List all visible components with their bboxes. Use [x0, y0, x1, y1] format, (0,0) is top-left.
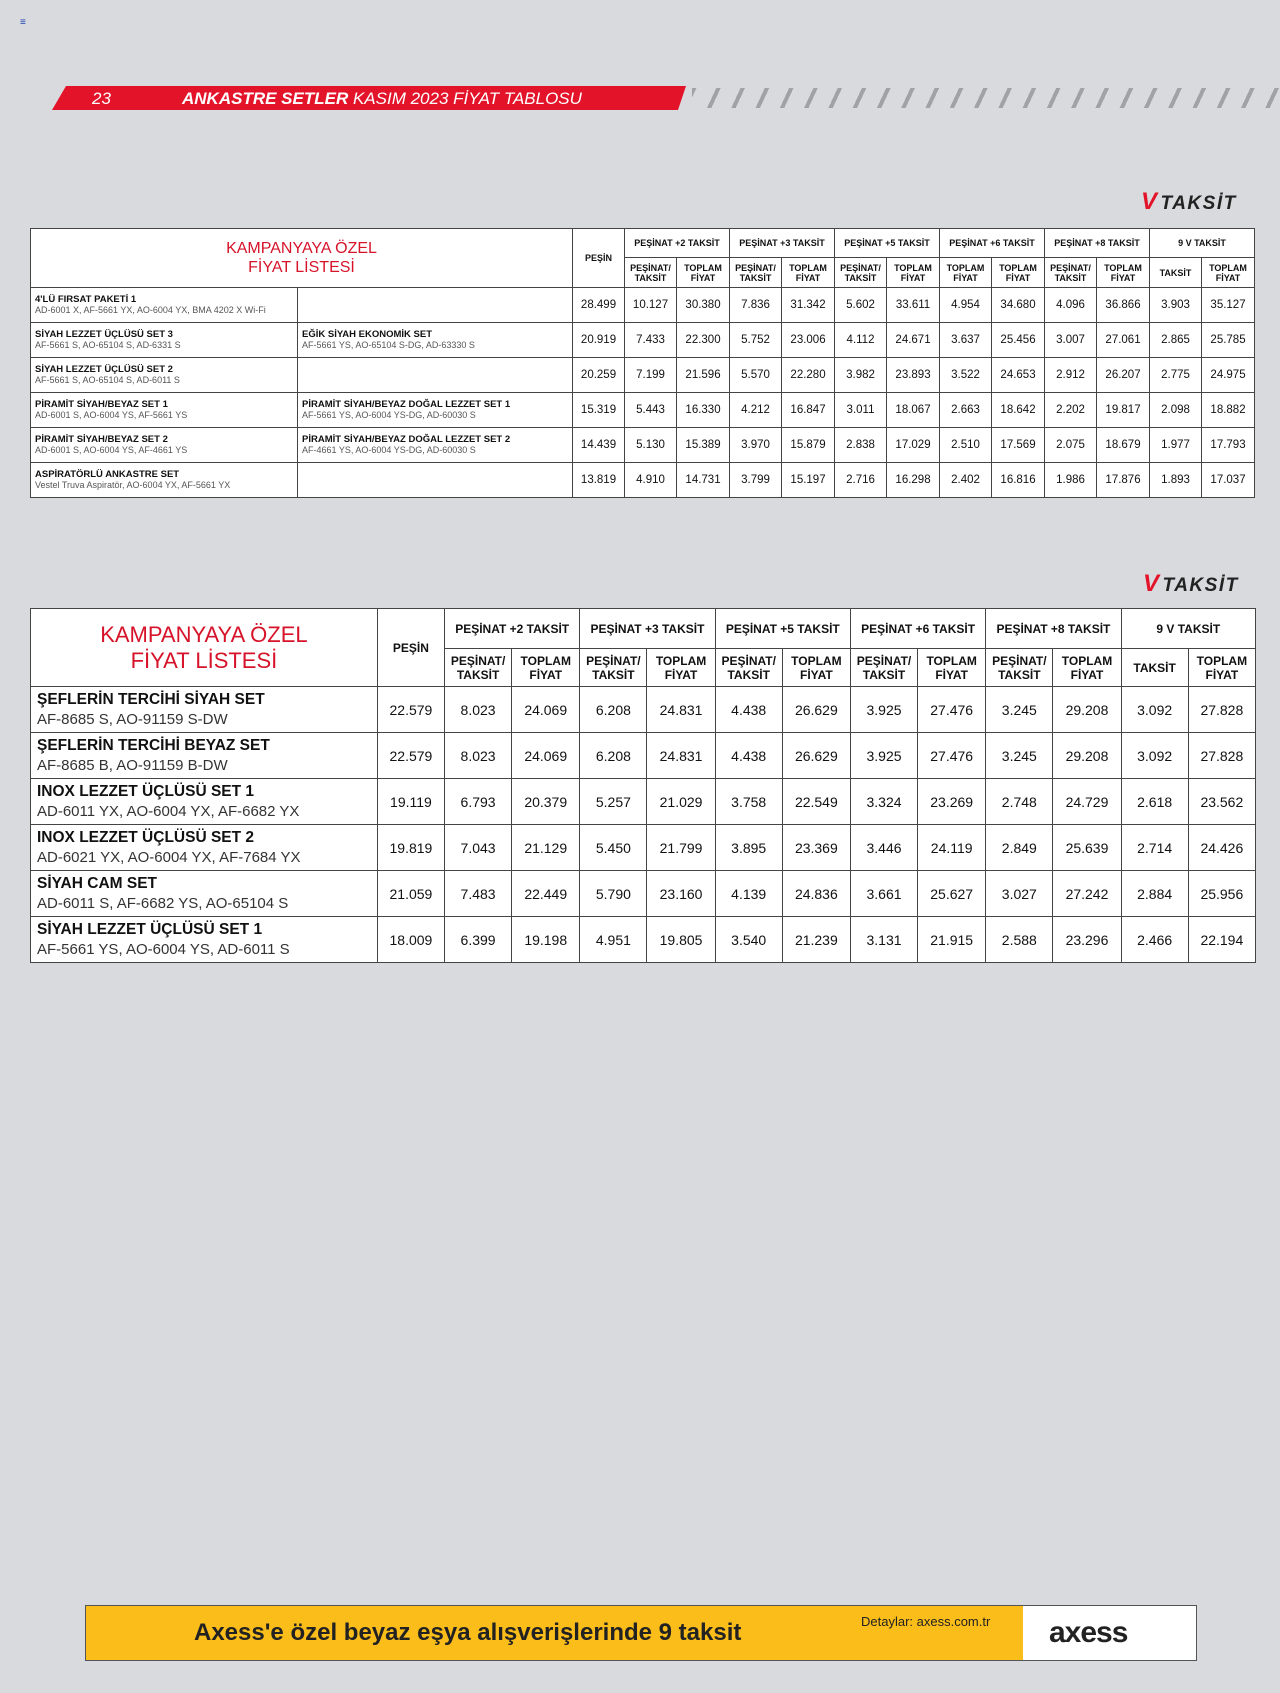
- price-cell: 28.499: [573, 288, 625, 323]
- price-cell: 21.239: [782, 917, 850, 963]
- sub-header: PEŞİNAT/ TAKSİT: [1045, 258, 1097, 288]
- price-cell: 24.069: [512, 687, 580, 733]
- price-cell: 29.208: [1053, 687, 1121, 733]
- promo-details-link[interactable]: Detaylar: axess.com.tr: [861, 1614, 991, 1629]
- price-cell: 2.202: [1045, 393, 1097, 428]
- table-row: [31, 825, 1256, 871]
- product-cell: [31, 687, 378, 733]
- price-cell: 15.879: [782, 428, 835, 463]
- price-cell: 2.663: [940, 393, 992, 428]
- price-cell: 24.069: [512, 733, 580, 779]
- price-cell: 15.319: [573, 393, 625, 428]
- product-models: AF-8685 B, AO-91159 B-DW: [37, 756, 228, 774]
- price-cell: 23.160: [647, 871, 715, 917]
- price-cell: 6.208: [580, 733, 647, 779]
- sub-header: PEŞİNAT/ TAKSİT: [986, 649, 1053, 687]
- price-cell: 31.342: [782, 288, 835, 323]
- price-cell: 3.446: [850, 825, 917, 871]
- product-cell: [31, 733, 378, 779]
- sub-header: PEŞİNAT/ TAKSİT: [850, 649, 917, 687]
- price-cell: 4.139: [715, 871, 782, 917]
- sub-header: PEŞİNAT/ TAKSİT: [715, 649, 782, 687]
- price-cell: 23.562: [1188, 779, 1255, 825]
- sub-header: TOPLAM FİYAT: [992, 258, 1045, 288]
- price-cell: 18.009: [377, 917, 444, 963]
- page-title: [182, 89, 582, 109]
- corner-menu-icon: ≡: [20, 17, 26, 28]
- product-models: AF-5661 YS, AO-6004 YS, AD-6011 S: [37, 940, 290, 958]
- price-cell: 27.061: [1097, 323, 1150, 358]
- price-cell: 3.661: [850, 871, 917, 917]
- sub-header: TAKSİT: [1121, 649, 1188, 687]
- product-cell: [31, 871, 378, 917]
- table-row: [31, 917, 1256, 963]
- header-banner: [52, 86, 1232, 110]
- price-cell: 24.831: [647, 733, 715, 779]
- price-cell: 3.925: [850, 687, 917, 733]
- price-cell: 5.443: [625, 393, 677, 428]
- price-cell: 2.510: [940, 428, 992, 463]
- product-models: AD-6001 X, AF-5661 YX, AO-6004 YX, BMA 4202 X Wi-Fi: [35, 305, 266, 315]
- price-cell: 26.629: [782, 687, 850, 733]
- price-cell: 24.671: [887, 323, 940, 358]
- price-cell: 3.245: [986, 687, 1053, 733]
- sub-header: PEŞİNAT/ TAKSİT: [835, 258, 887, 288]
- price-cell: 17.569: [992, 428, 1045, 463]
- table-row: [31, 733, 1256, 779]
- price-cell: 2.912: [1045, 358, 1097, 393]
- price-cell: 4.951: [580, 917, 647, 963]
- sub-header: TOPLAM FİYAT: [1188, 649, 1255, 687]
- price-cell: 21.915: [918, 917, 986, 963]
- table-row: [31, 687, 1256, 733]
- price-cell: 3.982: [835, 358, 887, 393]
- price-cell: 24.729: [1053, 779, 1121, 825]
- alt-product-name: EĞİK SİYAH EKONOMİK SET: [302, 329, 433, 340]
- price-cell: 26.207: [1097, 358, 1150, 393]
- alt-product-cell: [298, 463, 573, 498]
- price-cell: 2.775: [1150, 358, 1202, 393]
- product-name: INOX LEZZET ÜÇLÜSÜ SET 1: [37, 782, 255, 800]
- sub-header: TOPLAM FİYAT: [918, 649, 986, 687]
- price-cell: 6.208: [580, 687, 647, 733]
- price-cell: 7.199: [625, 358, 677, 393]
- price-cell: 25.956: [1188, 871, 1255, 917]
- price-cell: 7.043: [445, 825, 512, 871]
- price-cell: 18.642: [992, 393, 1045, 428]
- price-cell: 25.456: [992, 323, 1045, 358]
- price-cell: 24.831: [647, 687, 715, 733]
- sub-header: TOPLAM FİYAT: [1097, 258, 1150, 288]
- price-cell: 1.977: [1150, 428, 1202, 463]
- group-header: PEŞİNAT +5 TAKSİT: [715, 609, 850, 649]
- price-cell: 2.714: [1121, 825, 1188, 871]
- sub-header: PEŞİNAT/ TAKSİT: [445, 649, 512, 687]
- price-cell: 2.588: [986, 917, 1053, 963]
- price-cell: 35.127: [1202, 288, 1255, 323]
- sub-header: TOPLAM FİYAT: [940, 258, 992, 288]
- price-cell: 3.799: [730, 463, 782, 498]
- price-cell: 3.245: [986, 733, 1053, 779]
- price-cell: 18.679: [1097, 428, 1150, 463]
- price-cell: 1.893: [1150, 463, 1202, 498]
- product-name: SİYAH LEZZET ÜÇLÜSÜ SET 3: [35, 329, 173, 340]
- product-name: 4'LÜ FIRSAT PAKETİ 1: [35, 294, 137, 305]
- price-cell: 4.954: [940, 288, 992, 323]
- price-cell: 5.450: [580, 825, 647, 871]
- price-cell: 3.895: [715, 825, 782, 871]
- group-header: PEŞİNAT +3 TAKSİT: [580, 609, 715, 649]
- price-cell: 18.882: [1202, 393, 1255, 428]
- group-header: PEŞİNAT +3 TAKSİT: [730, 229, 835, 258]
- sub-header: TAKSİT: [1150, 258, 1202, 288]
- price-cell: 21.596: [677, 358, 730, 393]
- price-cell: 2.618: [1121, 779, 1188, 825]
- price-cell: 19.817: [1097, 393, 1150, 428]
- price-cell: 7.483: [445, 871, 512, 917]
- promo-slogan: Axess'e özel beyaz eşya alışverişlerinde 9 taksit: [194, 1619, 742, 1646]
- price-cell: 21.029: [647, 779, 715, 825]
- price-cell: 3.092: [1121, 733, 1188, 779]
- price-cell: 22.449: [512, 871, 580, 917]
- product-name: SİYAH CAM SET: [37, 874, 158, 892]
- price-cell: 7.836: [730, 288, 782, 323]
- price-cell: 16.330: [677, 393, 730, 428]
- price-cell: 3.007: [1045, 323, 1097, 358]
- vtaksit-v-icon: V: [1141, 188, 1159, 215]
- sub-header: TOPLAM FİYAT: [512, 649, 580, 687]
- alt-product-name: PİRAMİT SİYAH/BEYAZ DOĞAL LEZZET SET 2: [302, 434, 511, 445]
- price-cell: 21.059: [377, 871, 444, 917]
- price-cell: 23.269: [918, 779, 986, 825]
- price-cell: 3.970: [730, 428, 782, 463]
- price-cell: 19.198: [512, 917, 580, 963]
- product-cell: [31, 825, 378, 871]
- group-header: PEŞİNAT +8 TAKSİT: [986, 609, 1121, 649]
- product-models: AF-8685 S, AO-91159 S-DW: [37, 710, 228, 728]
- table-row: [31, 323, 1255, 358]
- price-cell: 30.380: [677, 288, 730, 323]
- price-cell: 17.037: [1202, 463, 1255, 498]
- sub-header: PEŞİNAT/ TAKSİT: [580, 649, 647, 687]
- price-cell: 23.296: [1053, 917, 1121, 963]
- price-cell: 1.986: [1045, 463, 1097, 498]
- price-cell: 5.790: [580, 871, 647, 917]
- price-cell: 3.903: [1150, 288, 1202, 323]
- price-cell: 25.785: [1202, 323, 1255, 358]
- product-cell: [31, 288, 298, 323]
- price-cell: 20.379: [512, 779, 580, 825]
- price-cell: 5.130: [625, 428, 677, 463]
- price-cell: 33.611: [887, 288, 940, 323]
- price-cell: 3.131: [850, 917, 917, 963]
- price-cell: 24.426: [1188, 825, 1255, 871]
- price-cell: 17.793: [1202, 428, 1255, 463]
- group-header: PEŞİNAT +6 TAKSİT: [940, 229, 1045, 258]
- table-row: [31, 288, 1255, 323]
- campaign-title-cell: [31, 609, 378, 687]
- price-cell: 20.919: [573, 323, 625, 358]
- sub-header: PEŞİNAT/ TAKSİT: [730, 258, 782, 288]
- price-cell: 2.716: [835, 463, 887, 498]
- price-cell: 25.639: [1053, 825, 1121, 871]
- group-header: 9 V TAKSİT: [1150, 229, 1255, 258]
- price-cell: 18.067: [887, 393, 940, 428]
- price-cell: 26.629: [782, 733, 850, 779]
- price-cell: 16.298: [887, 463, 940, 498]
- price-cell: 5.257: [580, 779, 647, 825]
- campaign-title-line1: KAMPANYAYA ÖZEL: [226, 240, 377, 257]
- price-cell: 5.752: [730, 323, 782, 358]
- header-stripes: [692, 88, 1280, 108]
- price-cell: 6.793: [445, 779, 512, 825]
- vtaksit-logo-2: [1143, 570, 1239, 598]
- alt-product-models: AF-5661 YS, AO-65104 S-DG, AD-63330 S: [302, 340, 475, 350]
- price-cell: 3.092: [1121, 687, 1188, 733]
- pesin-header: PEŞİN: [377, 609, 444, 687]
- page-title-rest: KASIM 2023 FİYAT TABLOSU: [352, 89, 582, 108]
- table-row: [31, 871, 1256, 917]
- product-models: AD-6011 S, AF-6682 YS, AO-65104 S: [37, 894, 289, 912]
- sub-header: TOPLAM FİYAT: [677, 258, 730, 288]
- product-models: AD-6011 YX, AO-6004 YX, AF-6682 YX: [37, 802, 300, 820]
- product-name: SİYAH LEZZET ÜÇLÜSÜ SET 1: [37, 920, 263, 938]
- price-cell: 29.208: [1053, 733, 1121, 779]
- price-cell: 3.522: [940, 358, 992, 393]
- price-cell: 22.579: [377, 733, 444, 779]
- price-cell: 2.098: [1150, 393, 1202, 428]
- price-cell: 2.748: [986, 779, 1053, 825]
- vtaksit-v-icon: V: [1143, 570, 1161, 597]
- product-cell: [31, 428, 298, 463]
- price-cell: 14.439: [573, 428, 625, 463]
- price-cell: 3.324: [850, 779, 917, 825]
- sub-header: TOPLAM FİYAT: [1053, 649, 1121, 687]
- group-header: PEŞİNAT +2 TAKSİT: [625, 229, 730, 258]
- price-cell: 4.212: [730, 393, 782, 428]
- alt-product-name: PİRAMİT SİYAH/BEYAZ DOĞAL LEZZET SET 1: [302, 399, 511, 410]
- product-models: AD-6001 S, AO-6004 YS, AF-4661 YS: [35, 445, 188, 455]
- price-cell: 36.866: [1097, 288, 1150, 323]
- group-header: PEŞİNAT +2 TAKSİT: [445, 609, 580, 649]
- price-cell: 27.242: [1053, 871, 1121, 917]
- price-cell: 22.549: [782, 779, 850, 825]
- price-cell: 19.805: [647, 917, 715, 963]
- product-models: Vestel Truva Aspiratör, AO-6004 YX, AF-5661 YX: [35, 480, 231, 490]
- price-cell: 4.096: [1045, 288, 1097, 323]
- table-row: [31, 393, 1255, 428]
- sub-header: PEŞİNAT/ TAKSİT: [625, 258, 677, 288]
- price-cell: 4.438: [715, 687, 782, 733]
- vtaksit-logo-1: [1141, 188, 1237, 216]
- price-cell: 7.433: [625, 323, 677, 358]
- product-name: INOX LEZZET ÜÇLÜSÜ SET 2: [37, 828, 255, 846]
- group-header: PEŞİNAT +8 TAKSİT: [1045, 229, 1150, 258]
- price-cell: 22.579: [377, 687, 444, 733]
- alt-product-cell: [298, 393, 573, 428]
- price-cell: 15.197: [782, 463, 835, 498]
- table-row: [31, 779, 1256, 825]
- page-number: 23: [92, 89, 111, 108]
- price-cell: 24.653: [992, 358, 1045, 393]
- price-cell: 4.438: [715, 733, 782, 779]
- price-cell: 15.389: [677, 428, 730, 463]
- price-cell: 34.680: [992, 288, 1045, 323]
- price-cell: 25.627: [918, 871, 986, 917]
- price-cell: 14.731: [677, 463, 730, 498]
- product-cell: [31, 779, 378, 825]
- price-cell: 5.602: [835, 288, 887, 323]
- price-cell: 2.466: [1121, 917, 1188, 963]
- campaign-title-line2: FİYAT LİSTESİ: [130, 647, 278, 673]
- price-cell: 19.119: [377, 779, 444, 825]
- product-cell: [31, 917, 378, 963]
- group-header: PEŞİNAT +5 TAKSİT: [835, 229, 940, 258]
- alt-product-cell: [298, 358, 573, 393]
- price-cell: 27.476: [918, 687, 986, 733]
- axess-promo-banner: [85, 1605, 1197, 1661]
- pesin-header: PEŞİN: [573, 229, 625, 288]
- product-cell: [31, 323, 298, 358]
- price-cell: 24.975: [1202, 358, 1255, 393]
- product-name: ASPİRATÖRLÜ ANKASTRE SET: [35, 469, 180, 480]
- product-name: PİRAMİT SİYAH/BEYAZ SET 1: [35, 399, 168, 410]
- product-cell: [31, 393, 298, 428]
- price-cell: 24.119: [918, 825, 986, 871]
- price-cell: 17.876: [1097, 463, 1150, 498]
- price-cell: 13.819: [573, 463, 625, 498]
- price-cell: 22.300: [677, 323, 730, 358]
- axess-logo: axess: [1049, 1616, 1128, 1649]
- price-cell: 2.849: [986, 825, 1053, 871]
- price-cell: 3.011: [835, 393, 887, 428]
- price-table-2: [30, 608, 1256, 963]
- price-cell: 8.023: [445, 733, 512, 779]
- price-cell: 23.369: [782, 825, 850, 871]
- price-cell: 19.819: [377, 825, 444, 871]
- group-header: 9 V TAKSİT: [1121, 609, 1255, 649]
- price-cell: 3.637: [940, 323, 992, 358]
- price-cell: 22.194: [1188, 917, 1255, 963]
- product-models: AF-5661 S, AO-65104 S, AD-6011 S: [35, 375, 180, 385]
- alt-product-cell: [298, 288, 573, 323]
- price-table-1: [30, 228, 1255, 498]
- sub-header: TOPLAM FİYAT: [647, 649, 715, 687]
- page-title-bold: ANKASTRE SETLER: [182, 89, 349, 108]
- price-cell: 16.816: [992, 463, 1045, 498]
- sub-header: TOPLAM FİYAT: [782, 649, 850, 687]
- product-models: AD-6021 YX, AO-6004 YX, AF-7684 YX: [37, 848, 301, 866]
- product-models: AF-5661 S, AO-65104 S, AD-6331 S: [35, 340, 181, 350]
- price-cell: 24.836: [782, 871, 850, 917]
- price-cell: 3.925: [850, 733, 917, 779]
- price-cell: 4.910: [625, 463, 677, 498]
- alt-product-models: AF-4661 YS, AO-6004 YS-DG, AD-60030 S: [302, 445, 476, 455]
- price-cell: 17.029: [887, 428, 940, 463]
- table-row: [31, 428, 1255, 463]
- table-row: [31, 358, 1255, 393]
- price-cell: 2.884: [1121, 871, 1188, 917]
- price-cell: 3.758: [715, 779, 782, 825]
- price-cell: 16.847: [782, 393, 835, 428]
- alt-product-cell: [298, 323, 573, 358]
- price-cell: 4.112: [835, 323, 887, 358]
- price-cell: 8.023: [445, 687, 512, 733]
- product-name: ŞEFLERİN TERCİHİ BEYAZ SET: [37, 736, 270, 754]
- price-cell: 23.893: [887, 358, 940, 393]
- price-cell: 22.280: [782, 358, 835, 393]
- vtaksit-logo-text: TAKSİT: [1160, 193, 1237, 214]
- campaign-title-line2: FİYAT LİSTESİ: [248, 259, 355, 276]
- product-cell: [31, 358, 298, 393]
- price-cell: 2.838: [835, 428, 887, 463]
- price-cell: 3.027: [986, 871, 1053, 917]
- campaign-title-line1: KAMPANYAYA ÖZEL: [100, 621, 308, 647]
- product-name: ŞEFLERİN TERCİHİ SİYAH SET: [37, 690, 265, 708]
- price-cell: 5.570: [730, 358, 782, 393]
- group-header: PEŞİNAT +6 TAKSİT: [850, 609, 985, 649]
- price-cell: 21.799: [647, 825, 715, 871]
- alt-product-models: AF-5661 YS, AO-6004 YS-DG, AD-60030 S: [302, 410, 476, 420]
- price-cell: 2.075: [1045, 428, 1097, 463]
- price-cell: 10.127: [625, 288, 677, 323]
- price-cell: 23.006: [782, 323, 835, 358]
- price-cell: 27.476: [918, 733, 986, 779]
- campaign-title-cell: [31, 229, 573, 288]
- product-cell: [31, 463, 298, 498]
- sub-header: TOPLAM FİYAT: [1202, 258, 1255, 288]
- price-cell: 27.828: [1188, 687, 1255, 733]
- price-cell: 6.399: [445, 917, 512, 963]
- price-cell: 21.129: [512, 825, 580, 871]
- product-models: AD-6001 S, AO-6004 YS, AF-5661 YS: [35, 410, 188, 420]
- price-cell: 2.865: [1150, 323, 1202, 358]
- sub-header: TOPLAM FİYAT: [887, 258, 940, 288]
- product-name: PİRAMİT SİYAH/BEYAZ SET 2: [35, 434, 168, 445]
- sub-header: TOPLAM FİYAT: [782, 258, 835, 288]
- price-cell: 3.540: [715, 917, 782, 963]
- price-cell: 2.402: [940, 463, 992, 498]
- alt-product-cell: [298, 428, 573, 463]
- table-row: [31, 463, 1255, 498]
- price-cell: 20.259: [573, 358, 625, 393]
- product-name: SİYAH LEZZET ÜÇLÜSÜ SET 2: [35, 364, 173, 375]
- vtaksit-logo-text: TAKSİT: [1162, 575, 1239, 596]
- price-cell: 27.828: [1188, 733, 1255, 779]
